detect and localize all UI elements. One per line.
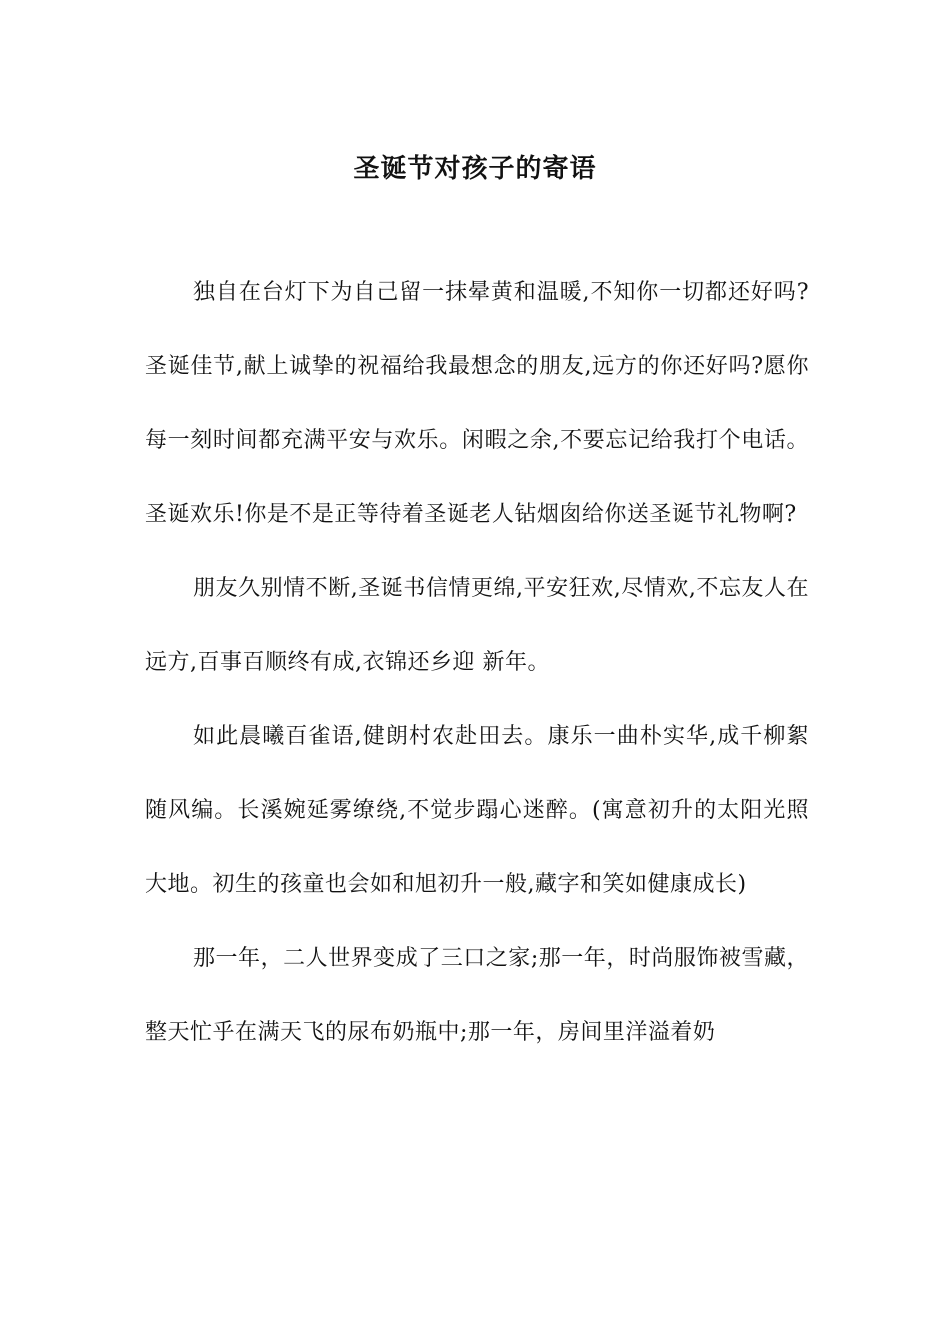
paragraph-1: 独自在台灯下为自己留一抹晕黄和温暖,不知你一切都还好吗?圣诞佳节,献上诚挚的祝福给我最想念的朋友,远方的你还好吗?愿你每一刻时间都充满平安与欢乐。闲暇之余,不要忘记给我打个电话。圣诞欢乐!你是不是正等待着圣诞老人钻烟囱给你送圣诞节礼物啊?: [145, 280, 809, 527]
paragraph-4: 那一年，二人世界变成了三口之家;那一年，时尚服饰被雪藏，整天忙乎在满天飞的尿布奶瓶中;那一年，房间里洋溢着奶: [145, 946, 809, 1045]
paragraph-3: 如此晨曦百雀语,健朗村农赴田去。康乐一曲朴实华,成千柳絮随风编。长溪婉延雾缭绕,不觉步蹋心迷醉。(寓意初升的太阳光照大地。初生的孩童也会如和旭初升一般,藏字和笑如健康成长): [145, 724, 809, 897]
paragraph-2: 朋友久别情不断,圣诞书信情更绵,平安狂欢,尽情欢,不忘友人在远方,百事百顺终有成,衣锦还乡迎 新年。: [145, 576, 809, 675]
document-title: 圣诞节对孩子的寄语: [353, 154, 597, 185]
document-body: [145, 256, 809, 1070]
